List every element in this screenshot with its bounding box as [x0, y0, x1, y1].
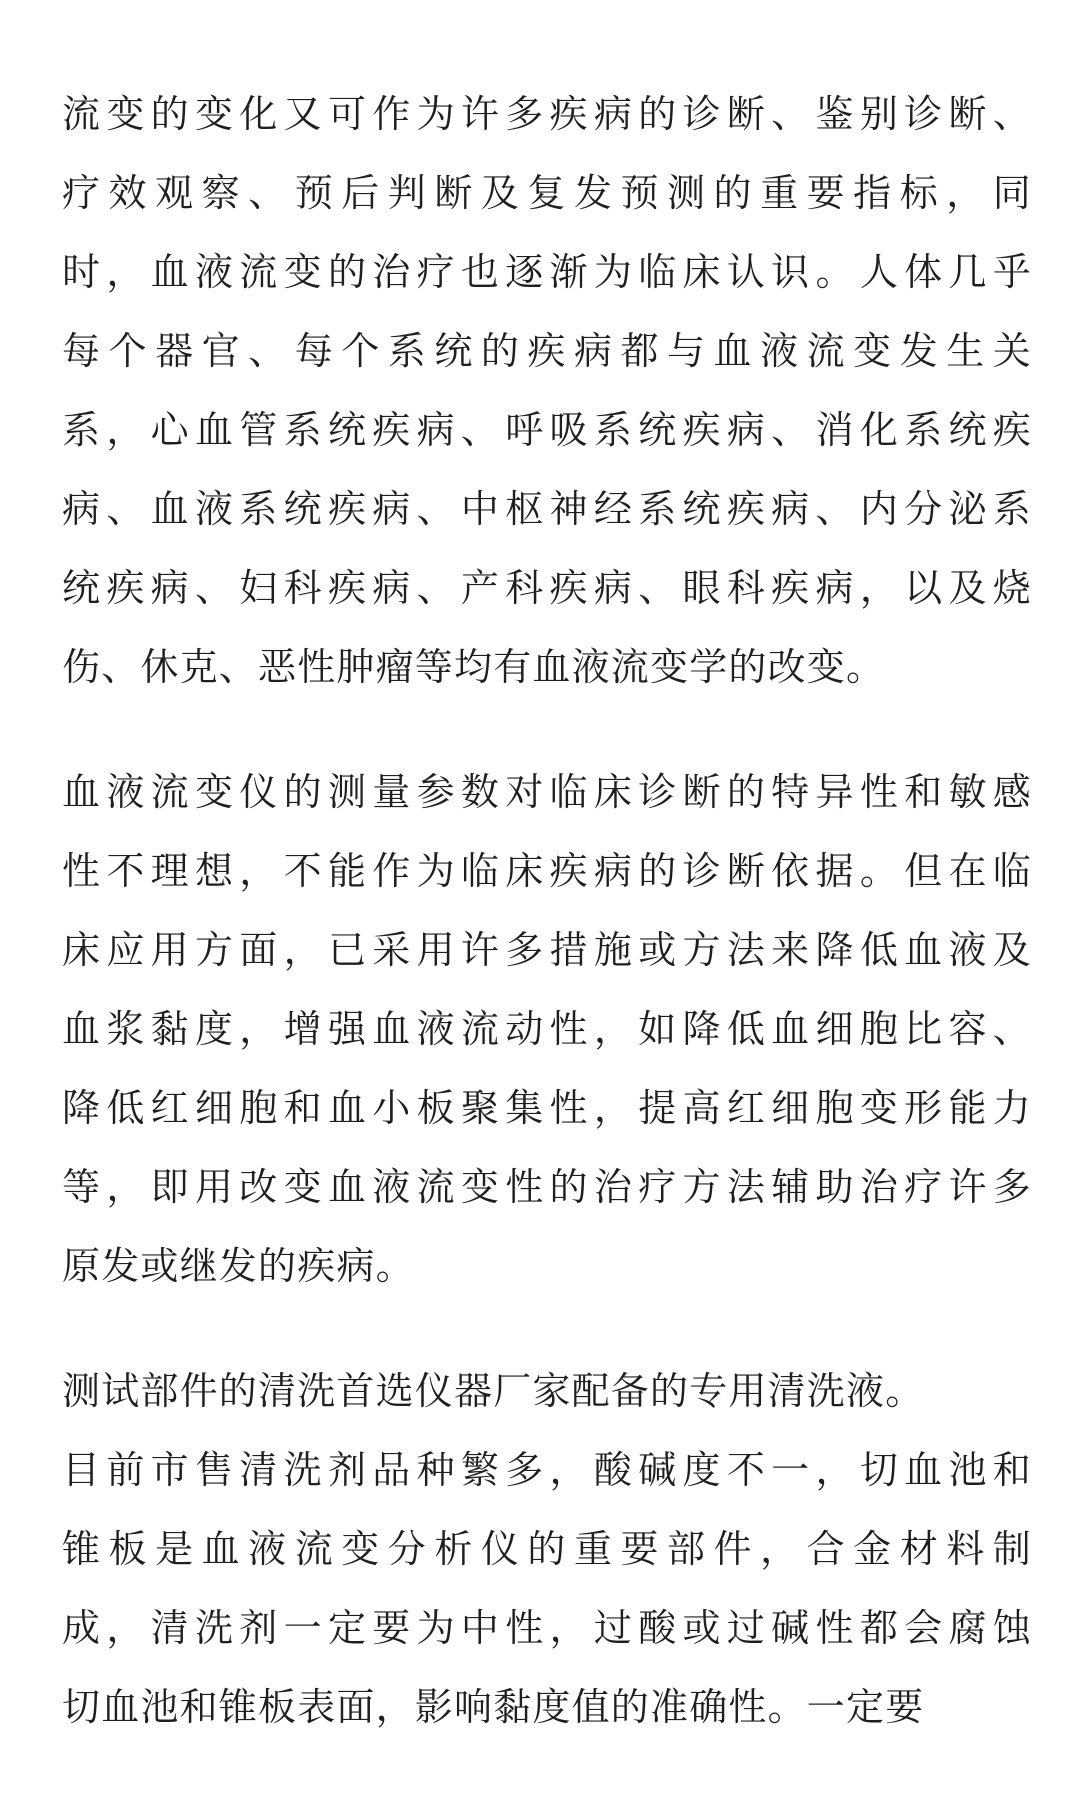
text-line: 等，即用改变血液流变性的治疗方法辅助治疗许多 — [62, 1165, 1032, 1209]
text-line: 切血池和锥板表面，影响黏度值的准确性。一定要 — [62, 1685, 925, 1729]
text-line: 目前市售清洗剂品种繁多，酸碱度不一，切血池和 — [62, 1448, 1032, 1492]
text-line: 伤、休克、恶性肿瘤等均有血液流变学的改变。 — [62, 645, 886, 689]
text-line: 血浆黏度，增强血液流动性，如降低血细胞比容、 — [62, 1007, 1032, 1051]
text-line: 测试部件的清洗首选仪器厂家配备的专用清洗液。 — [62, 1369, 925, 1413]
article-body — [62, 75, 1032, 1793]
text-line: 性不理想，不能作为临床疾病的诊断依据。但在临 — [62, 849, 1032, 893]
text-line: 床应用方面，已采用许多措施或方法来降低血液及 — [62, 928, 1032, 972]
text-line: 病、血液系统疾病、中枢神经系统疾病、内分泌系 — [62, 487, 1032, 531]
paragraph-cleaning-instructions — [62, 1352, 1032, 1747]
text-line: 时，血液流变的治疗也逐渐为临床认识。人体几乎 — [62, 250, 1032, 294]
text-line: 疗效观察、预后判断及复发预测的重要指标，同 — [62, 171, 1032, 215]
text-line: 血液流变仪的测量参数对临床诊断的特异性和敏感 — [62, 770, 1032, 814]
text-line: 锥板是血液流变分析仪的重要部件，合金材料制 — [62, 1527, 1032, 1571]
paragraph-hemorheology-diagnosis — [62, 75, 1032, 707]
text-line: 统疾病、妇科疾病、产科疾病、眼科疾病，以及烧 — [62, 566, 1032, 610]
text-line: 每个器官、每个系统的疾病都与血液流变发生关 — [62, 329, 1032, 373]
paragraph-measurement-parameters — [62, 753, 1032, 1306]
text-line: 原发或继发的疾病。 — [62, 1244, 415, 1288]
text-line: 流变的变化又可作为许多疾病的诊断、鉴别诊断、 — [62, 92, 1032, 136]
text-line: 成，清洗剂一定要为中性，过酸或过碱性都会腐蚀 — [62, 1606, 1032, 1650]
text-line: 系，心血管系统疾病、呼吸系统疾病、消化系统疾 — [62, 408, 1032, 452]
text-line: 降低红细胞和血小板聚集性，提高红细胞变形能力 — [62, 1086, 1032, 1130]
